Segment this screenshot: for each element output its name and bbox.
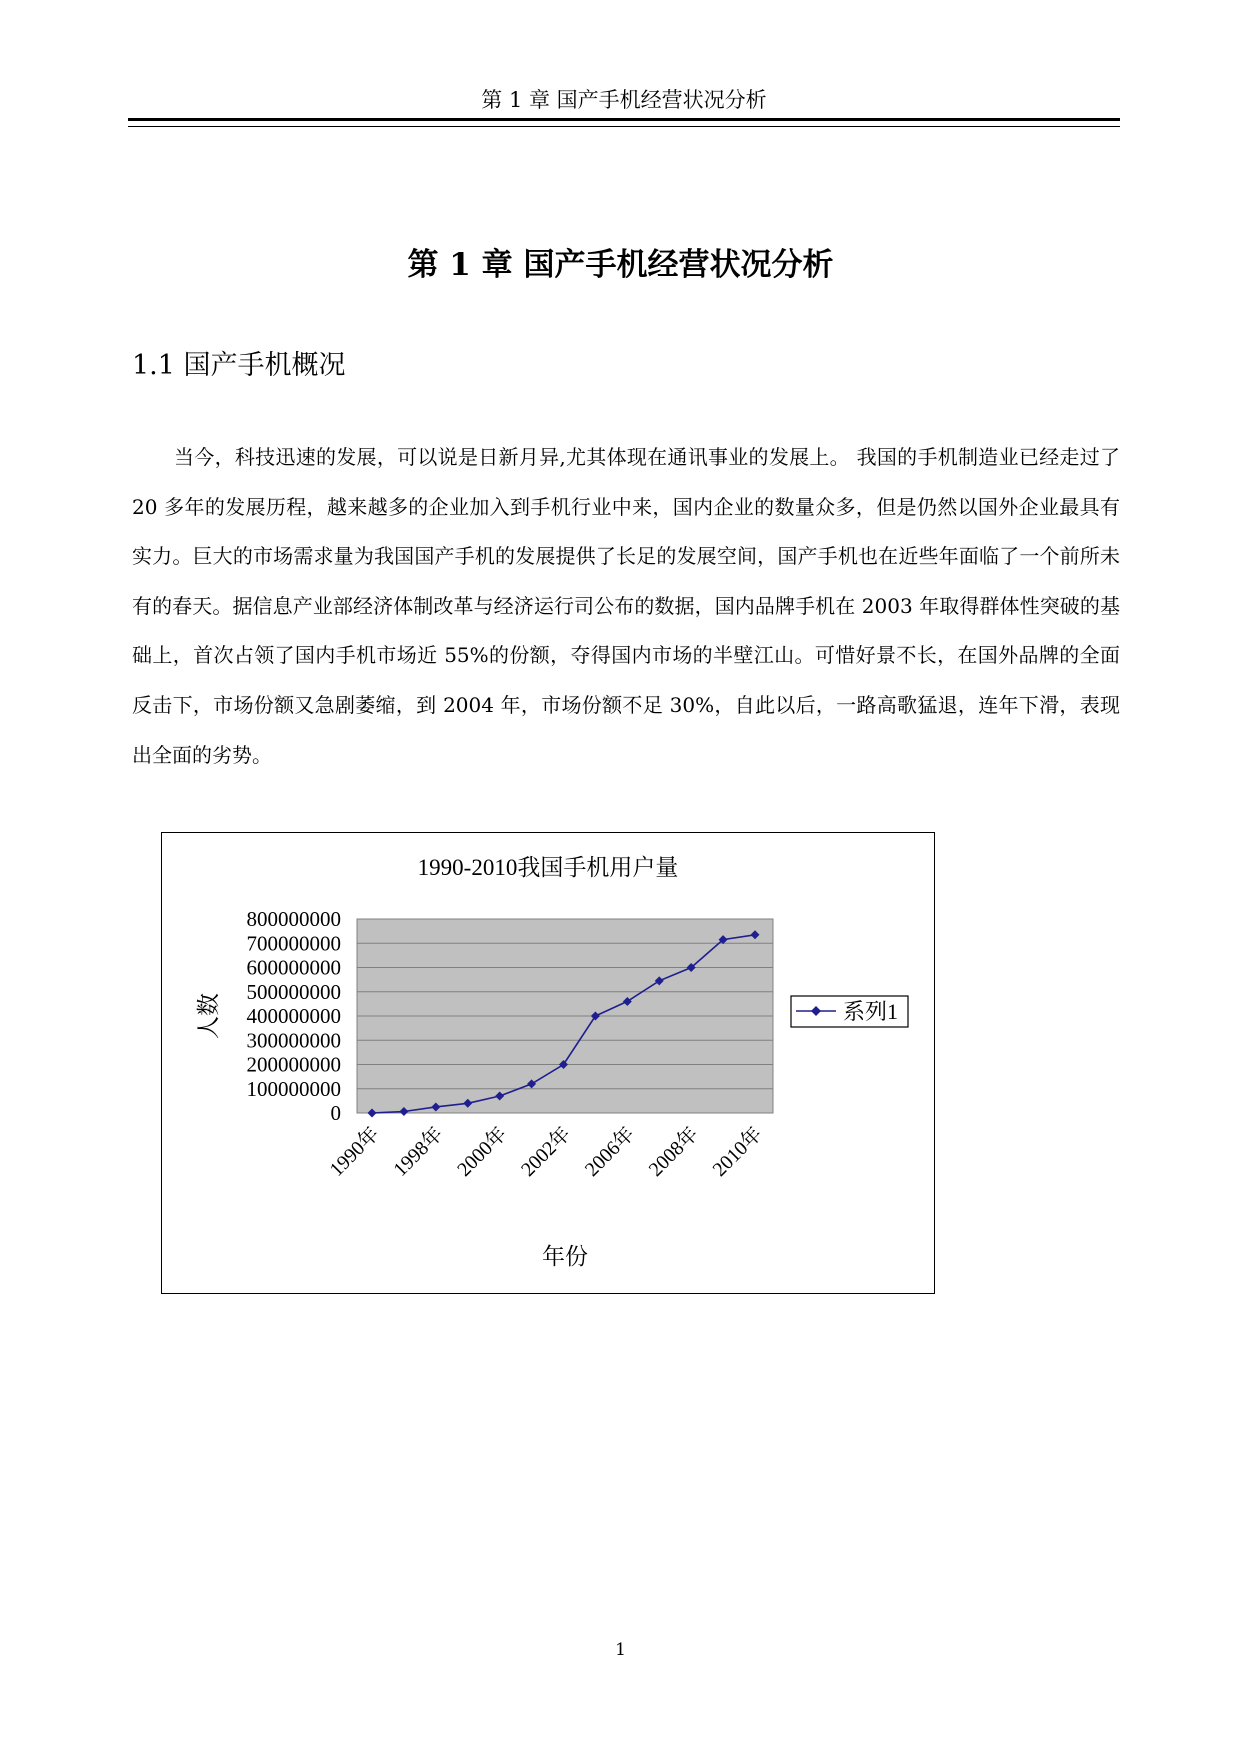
x-tick-label: 2006年	[580, 1122, 639, 1181]
y-tick-label: 400000000	[246, 1004, 341, 1028]
chart-figure	[161, 832, 935, 1294]
x-tick-label: 2010年	[708, 1122, 767, 1181]
body-paragraph: 当今，科技迅速的发展，可以说是日新月异,尤其体现在通讯事业的发展上。 我国的手机制造业已经走过了 20 多年的发展历程，越来越多的企业加入到手机行业中来，国内企业的数量众多，但是仍然以国外企业最具有实力。巨大的市场需求量为我国国产手机的发展提供了长足的发展空间，国产手机也在近些年面临了一个前所未有的春天。据信息产业部经济体制改革与经济运行司公布的数据，国内品牌手机在 2003 年取得群体性突破的基础上，首次占领了国内手机市场近 55%的份额，夺得国内市场的半壁江山。可惜好景不长，在国外品牌的全面反击下，市场份额又急剧萎缩，到 2004 年，市场份额不足 30%，自此以后，一路高歌猛退，连年下滑，表现出全面的劣势。	[132, 445, 1120, 767]
y-tick-label: 0	[330, 1101, 341, 1125]
y-axis-label: 人数	[196, 993, 221, 1039]
x-tick-label: 2000年	[453, 1122, 512, 1181]
y-tick-label: 800000000	[246, 907, 341, 931]
page-number: 1	[615, 1640, 626, 1660]
y-tick-label: 600000000	[246, 955, 341, 980]
x-axis-label: 年份	[542, 1244, 588, 1269]
y-tick-label: 200000000	[246, 1052, 341, 1077]
chart-title: 1990-2010我国手机用户量	[417, 855, 679, 880]
line-chart	[162, 833, 933, 1292]
x-tick-label: 1998年	[389, 1122, 448, 1181]
legend	[791, 996, 908, 1027]
x-tick-label: 1990年	[325, 1122, 384, 1181]
x-tick-label: 2002年	[517, 1122, 576, 1181]
y-tick-label: 100000000	[246, 1076, 341, 1101]
x-axis-tick-labels	[325, 1122, 767, 1181]
y-axis-tick-labels	[247, 907, 342, 1125]
y-tick-label: 300000000	[246, 1028, 341, 1053]
legend-series-label: 系列1	[843, 999, 899, 1024]
x-tick-label: 2008年	[644, 1122, 703, 1181]
y-tick-label: 500000000	[246, 979, 341, 1004]
y-tick-label: 700000000	[246, 931, 341, 956]
running-header: 第 1 章 国产手机经营状况分析	[481, 88, 767, 112]
section-heading: 1.1 国产手机概况	[132, 350, 346, 381]
header-rule	[128, 118, 1120, 127]
chapter-title: 第 1 章 国产手机经营状况分析	[407, 247, 834, 283]
